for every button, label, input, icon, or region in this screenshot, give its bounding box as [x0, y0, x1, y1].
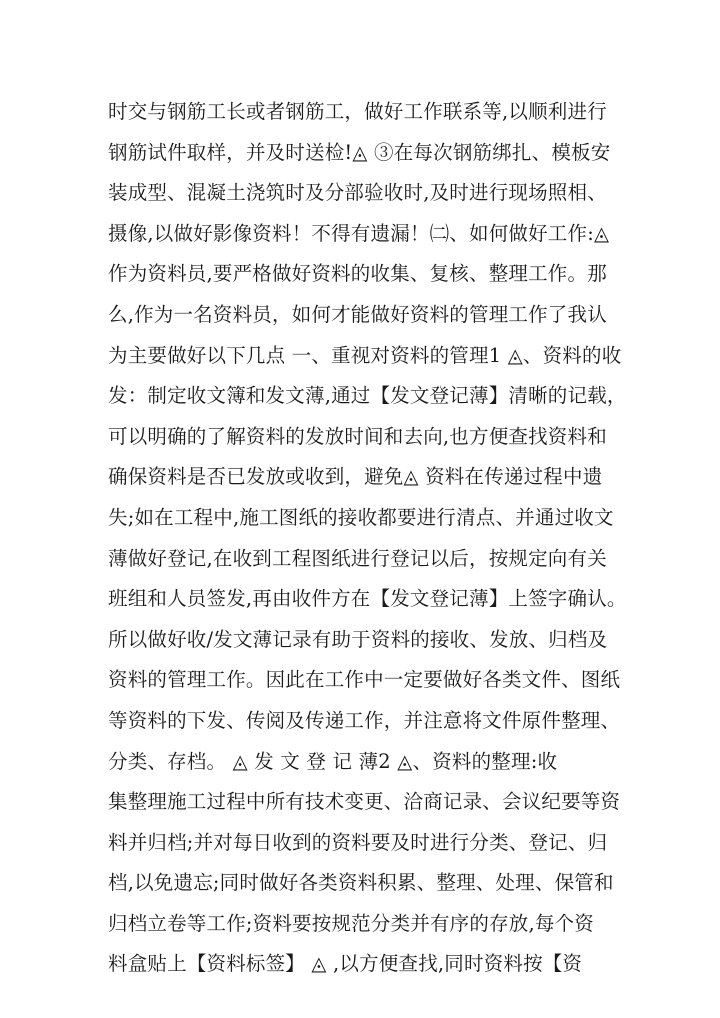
text-line: 归档立卷等工作;资料要按规范分类并有序的存放,每个资 — [108, 911, 594, 935]
text-line: 等资料的下发、传阅及传递工作，并注意将文件原件整理、 — [108, 708, 621, 732]
text-line: 所以做好收/发文薄记录有助于资料的接收、发放、归档及 — [108, 627, 608, 651]
text-line: 分类、存档。 ◬ 发 文 登 记 薄2 ◬、资料的整理:收 — [108, 749, 558, 773]
text-line: 薄做好登记,在收到工程图纸进行登记以后，按规定向有关 — [108, 546, 607, 570]
text-line: 钢筋试件取样，并及时送检!◬ ③在每次钢筋绑扎、模板安 — [108, 140, 611, 164]
text-line: 作为资料员,要严格做好资料的收集、复核、整理工作。那 — [108, 262, 607, 286]
text-line: 档,以免遗忘;同时做好各类资料积累、整理、处理、保管和 — [108, 871, 614, 895]
text-line: 集整理施工过程中所有技术变更、洽商记录、会议纪要等资 — [108, 790, 621, 814]
text-line: 料并归档;并对每日收到的资料要及时进行分类、登记、归 — [108, 830, 608, 854]
text-line: 装成型、混凝土浇筑时及分部验收时,及时进行现场照相、 — [108, 181, 607, 205]
text-line: 可以明确的了解资料的发放时间和去向,也方便查找资料和 — [108, 424, 607, 448]
text-line: 确保资料是否已发放或收到，避免◬ 资料在传递过程中遗 — [108, 465, 603, 489]
text-line: 料盒贴上【资料标签】 ◬ ,以方便查找,同时资料按【资 — [108, 952, 583, 976]
text-line: 班组和人员签发,再由收件方在【发文登记薄】上签字确认。 — [108, 587, 627, 611]
body-text — [108, 92, 627, 985]
text-line: 发：制定收文簿和发文薄,通过【发文登记薄】清晰的记载， — [108, 384, 627, 408]
text-line: 时交与钢筋工长或者钢筋工，做好工作联系等,以顺利进行 — [108, 100, 607, 123]
text-line: 么,作为一名资料员，如何才能做好资料的管理工作了我认 — [108, 302, 607, 326]
text-line: 失;如在工程中,施工图纸的接收都要进行清点、并通过收文 — [108, 505, 614, 529]
text-line: 摄像,以做好影像资料！不得有遗漏！㈡、如何做好工作:◬ — [108, 221, 610, 245]
text-line: 为主要做好以下几点 一、重视对资料的管理1 ◬、资料的收 — [108, 343, 622, 367]
text-line: 资料的管理工作。因此在工作中一定要做好各类文件、图纸 — [108, 668, 621, 692]
